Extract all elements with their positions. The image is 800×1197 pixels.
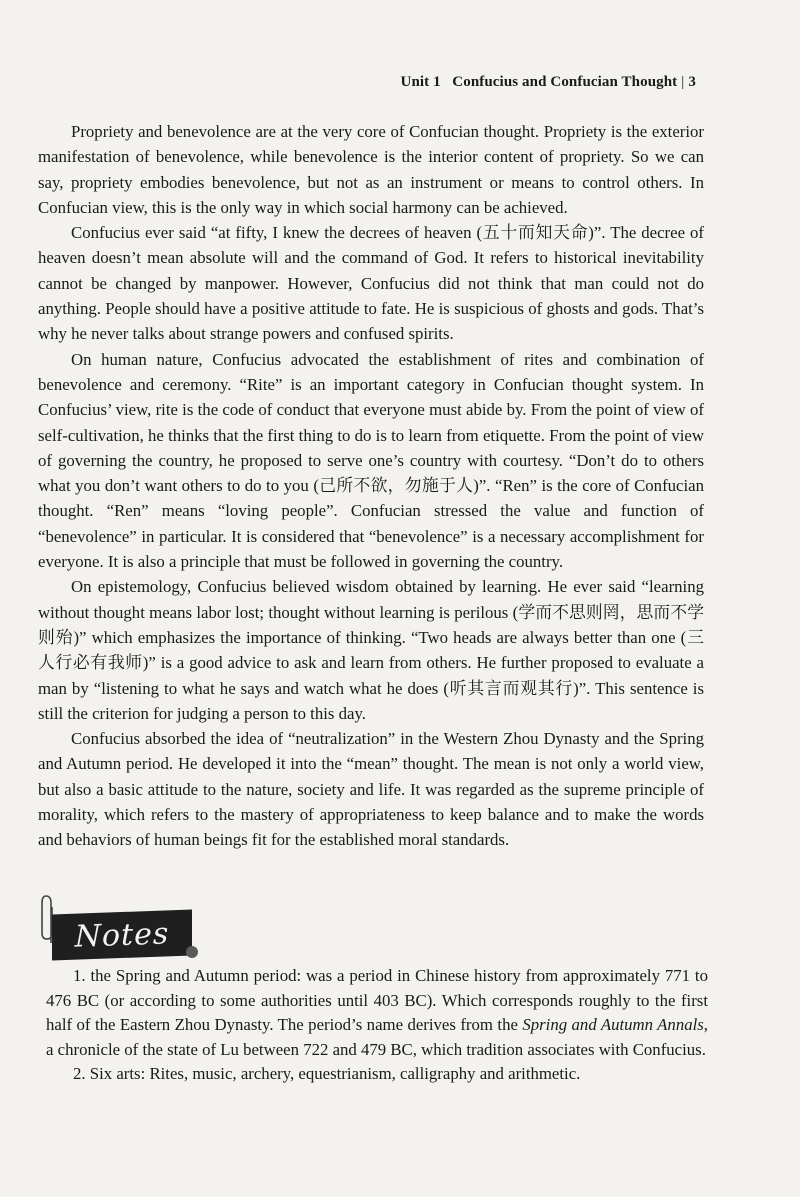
page-number: 3 xyxy=(688,74,696,90)
paragraph: Confucius absorbed the idea of “neutralization” in the Western Zhou Dynasty and the Spring and Autumn period. He developed it into the “mean” thought. The mean is not only a world view, but also a basic attitude to the nature, society and life. It was regarded as the supreme principle of morality, which refers to the mastery of appropriateness to keep balance and to make the words and behaviors of human beings fit for the established moral standards. xyxy=(38,729,704,850)
paragraph: Propriety and benevolence are at the very core of Confucian thought. Propriety is the exterior manifestation of benevolence, while benevolence is the interior content of propriety. So we can say, propriety embodies benevolence, but not as an instrument or means to control others. In Confucian view, this is the only way in which social harmony can be achieved. xyxy=(38,122,704,217)
header-separator: | xyxy=(681,74,685,90)
paragraph: On human nature, Confucius advocated the establishment of rites and combination of benevolence and ceremony. “Rite” is an important category in Confucian thought system. In Confucius’ view, rite is the code of conduct that everyone must abide by. From the point of view of self-cultivation, he thinks that the first thing to do is to learn from etiquette. From the point of view of governing the country, he proposed to serve one’s country with courtesy. “Don’t do to others what you don’t want others to do to you (己所不欲，勿施于人)”. “Ren” is the core of Confucian thought. “Ren” means “loving people”. Confucian stressed the value and function of “benevolence” in particular. It is considered that “benevolence” is a necessary accomplishment for everyone. It is also a principle that must be followed in governing the country. xyxy=(38,349,704,572)
notes-banner xyxy=(52,910,192,961)
note-item xyxy=(46,1062,708,1087)
note-text: 1. the Spring and Autumn period: was a period in Chinese history from approximately 771 to 476 BC (or according to some authorities until 403 BC). Which corresponds roughly to the first half of the Eastern Zhou Dynasty. The period’s name derives from the xyxy=(46,966,708,1035)
note-italic-title: Spring and Autumn Annals xyxy=(522,1015,704,1035)
pin-icon xyxy=(186,946,198,958)
unit-title: Confucius and Confucian Thought xyxy=(452,74,678,90)
note-item xyxy=(46,964,708,1062)
note-text: , a chronicle of the state of Lu between 722 and 479 BC, which tradition associates with Confucius. xyxy=(46,1015,708,1059)
notes-list xyxy=(46,964,708,1087)
body-text xyxy=(38,119,704,853)
running-head xyxy=(401,74,696,91)
unit-label: Unit 1 xyxy=(400,74,441,90)
notes-heading: Notes xyxy=(74,915,170,955)
paragraph: Confucius ever said “at fifty, I knew the decrees of heaven (五十而知天命)”. The decree of heaven doesn’t mean absolute will and the command of God. It refers to historical inevitability cannot be changed by manpower. However, Confucius did not think that man could not do anything. People should have a positive attitude to fate. He is suspicious of ghosts and gods. That’s why he never talks about strange powers and confused spirits. xyxy=(38,223,704,344)
paragraph: On epistemology, Confucius believed wisdom obtained by learning. He ever said “learning without thought means labor lost; thought without learning is perilous (学而不思则罔，思而不学则殆)” which emphasizes the importance of thinking. “Two heads are always better than one (三人行必有我师)” is a good advice to ask and learn from others. He further proposed to evaluate a man by “listening to what he says and watch what he does (听其言而观其行)”. This sentence is still the criterion for judging a person to this day. xyxy=(38,577,704,723)
note-text: 2. Six arts: Rites, music, archery, equestrianism, calligraphy and arithmetic. xyxy=(73,1064,581,1084)
